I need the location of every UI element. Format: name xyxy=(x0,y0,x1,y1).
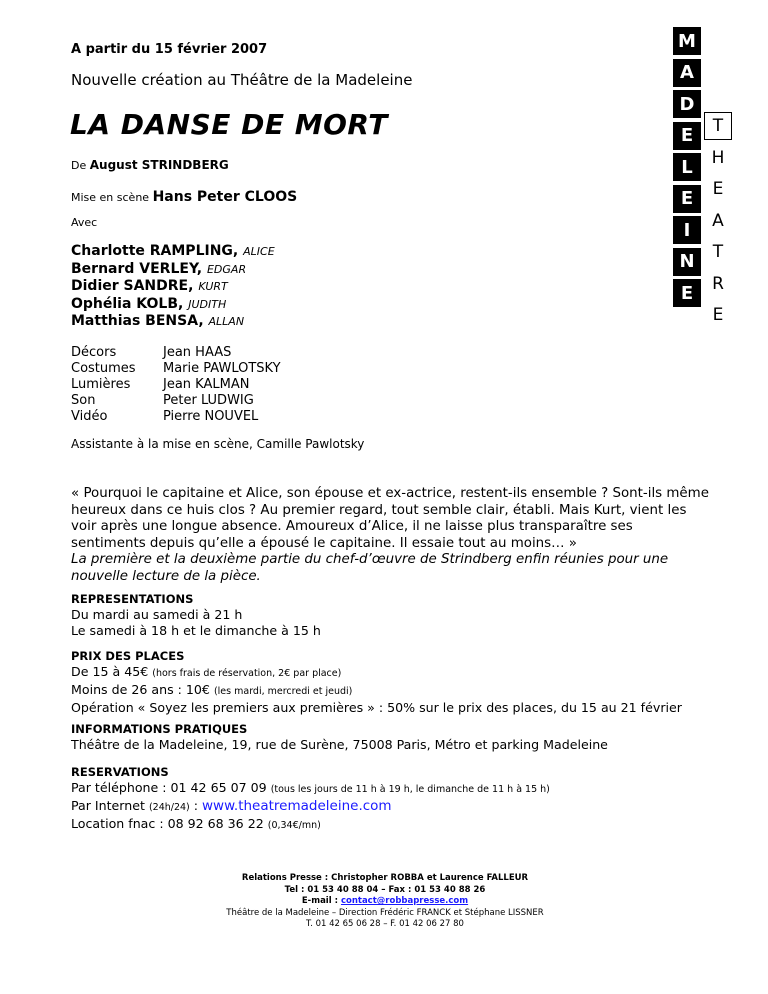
with-label: Avec xyxy=(71,216,98,229)
representations-section xyxy=(71,591,321,639)
theatre-phone: T. 01 42 65 06 28 – F. 01 42 06 27 80 xyxy=(306,919,464,929)
character-name: EDGAR xyxy=(206,262,247,276)
crew-name: Marie PAWLOTSKY xyxy=(163,361,281,376)
email-label: E-mail : xyxy=(301,896,341,906)
fnac-line xyxy=(71,816,550,834)
price-line xyxy=(71,664,682,682)
author-prefix: De xyxy=(71,159,87,172)
actor-name: Charlotte RAMPLING, xyxy=(71,243,239,259)
press-contacts: Relations Presse : Christopher ROBBA et Laurence FALLEUR xyxy=(241,873,529,883)
price-line xyxy=(71,682,682,700)
logo-letter: N xyxy=(673,248,701,276)
info-section xyxy=(71,721,608,753)
internet-note: (24h/24) xyxy=(148,802,190,813)
page-title: LA DANSE DE MORT xyxy=(70,108,388,141)
logo-letter: E xyxy=(712,179,724,199)
internet-line xyxy=(71,798,550,816)
cast-item xyxy=(71,313,275,331)
phone-line xyxy=(71,780,550,798)
director-line xyxy=(71,189,297,205)
author-line xyxy=(71,158,229,172)
crew-role: Lumières xyxy=(71,377,131,392)
address-line: Théâtre de la Madeleine, 19, rue de Surène, 75008 Paris, Métro et parking Madeleine xyxy=(71,737,608,752)
cast-item xyxy=(71,243,275,261)
crew-item xyxy=(71,345,281,361)
crew-role: Son xyxy=(71,393,96,408)
actor-name: Bernard VERLEY, xyxy=(71,260,203,277)
actor-name: Matthias BENSA, xyxy=(71,313,204,329)
crew-item xyxy=(71,409,281,425)
actor-name: Didier SANDRE, xyxy=(71,278,194,294)
section-title: INFORMATIONS PRATIQUES xyxy=(71,722,248,736)
crew-name: Pierre NOUVEL xyxy=(163,409,259,424)
logo-letter: M xyxy=(673,27,701,55)
cast-list xyxy=(71,243,275,331)
crew-name: Jean KALMAN xyxy=(163,377,250,392)
actor-name: Ophélia KOLB, xyxy=(71,295,184,312)
cast-item xyxy=(71,261,275,279)
crew-item xyxy=(71,377,281,393)
section-title: RESERVATIONS xyxy=(71,765,169,779)
website-link[interactable]: www.theatremadeleine.com xyxy=(202,798,392,814)
cast-item xyxy=(71,278,275,296)
director-prefix: Mise en scène xyxy=(71,191,150,204)
phone-note: (tous les jours de 11 h à 19 h, le dimanche de 11 h à 15 h) xyxy=(270,784,550,795)
character-name: ALLAN xyxy=(208,315,245,328)
character-name: ALICE xyxy=(243,245,275,258)
logo-letter: T xyxy=(704,112,732,140)
logo-letter: E xyxy=(712,305,724,325)
logo-letter: D xyxy=(673,90,701,118)
crew-list xyxy=(71,345,281,425)
theatre-direction: Théâtre de la Madeleine – Direction Frédéric FRANCK et Stéphane LISSNER xyxy=(226,907,544,918)
logo-letter: H xyxy=(711,147,725,168)
phone-text: Par téléphone : 01 42 65 07 09 xyxy=(71,780,267,795)
press-email-line xyxy=(160,896,610,908)
logo-letter: E xyxy=(673,185,701,213)
price-text: De 15 à 45€ xyxy=(71,664,149,679)
synopsis xyxy=(71,486,711,585)
crew-role: Vidéo xyxy=(71,409,108,424)
press-phone: Tel : 01 53 40 88 04 – Fax : 01 53 40 88 26 xyxy=(284,884,486,895)
director-name: Hans Peter CLOOS xyxy=(152,189,298,205)
fnac-note: (0,34€/mn) xyxy=(267,820,321,831)
author-name: August STRINDBERG xyxy=(89,158,229,172)
theatre-logo xyxy=(704,112,732,333)
logo-letter: R xyxy=(712,273,724,294)
fnac-text: Location fnac : 08 92 68 36 22 xyxy=(71,816,264,831)
price-note: (les mardi, mercredi et jeudi) xyxy=(213,686,353,697)
internet-label: Par Internet xyxy=(71,798,145,813)
section-title: REPRESENTATIONS xyxy=(71,592,194,606)
crew-name: Peter LUDWIG xyxy=(163,393,254,408)
logo-letter: T xyxy=(712,242,724,262)
crew-item xyxy=(71,393,281,409)
crew-name: Jean HAAS xyxy=(163,345,232,360)
price-text: Moins de 26 ans : 10€ xyxy=(71,682,210,697)
internet-sep: : xyxy=(189,798,203,813)
logo-letter: E xyxy=(673,122,701,150)
release-date: A partir du 15 février 2007 xyxy=(71,42,268,57)
character-name: JUDITH xyxy=(188,297,227,311)
logo-letter: I xyxy=(673,216,701,244)
section-title: PRIX DES PLACES xyxy=(71,649,185,663)
logo-letter: E xyxy=(673,279,701,307)
synopsis-quote: « Pourquoi le capitaine et Alice, son épouse et ex-actrice, restent-ils ensemble ? Sont-ils même heureux dans ce huis clos ? Au premier regard, tout semble clair, établi. Mais Kurt, vient les voir après une longue absence. Amoureux d’Alice, il ne laisse plus transparaître ses sentiments depuis qu’elle a épousé le capitaine. Il essaie tout au moins… » xyxy=(71,486,709,551)
email-link[interactable]: contact@robbapresse.com xyxy=(340,896,469,906)
logo-letter: A xyxy=(673,59,701,87)
prices-section xyxy=(71,648,682,716)
crew-role: Décors xyxy=(71,345,117,360)
schedule-line: Du mardi au samedi à 21 h xyxy=(71,607,243,622)
madeleine-logo xyxy=(673,27,701,311)
assistant-credit: Assistante à la mise en scène, Camille Pawlotsky xyxy=(71,437,365,451)
price-note: (hors frais de réservation, 2€ par place) xyxy=(152,668,342,679)
press-footer xyxy=(160,873,610,931)
synopsis-note: La première et la deuxième partie du chef-d’œuvre de Strindberg enfin réunies pour une nouvelle lecture de la pièce. xyxy=(71,552,669,584)
reservations-section xyxy=(71,764,550,834)
crew-role: Costumes xyxy=(71,361,136,376)
price-line: Opération « Soyez les premiers aux premières » : 50% sur le prix des places, du 15 au 21 février xyxy=(71,700,682,715)
subtitle: Nouvelle création au Théâtre de la Madeleine xyxy=(71,71,413,89)
schedule-line: Le samedi à 18 h et le dimanche à 15 h xyxy=(71,623,321,638)
logo-letter: A xyxy=(712,210,724,231)
character-name: KURT xyxy=(198,280,228,293)
crew-item xyxy=(71,361,281,377)
logo-letter: L xyxy=(673,153,701,181)
cast-item xyxy=(71,296,275,314)
